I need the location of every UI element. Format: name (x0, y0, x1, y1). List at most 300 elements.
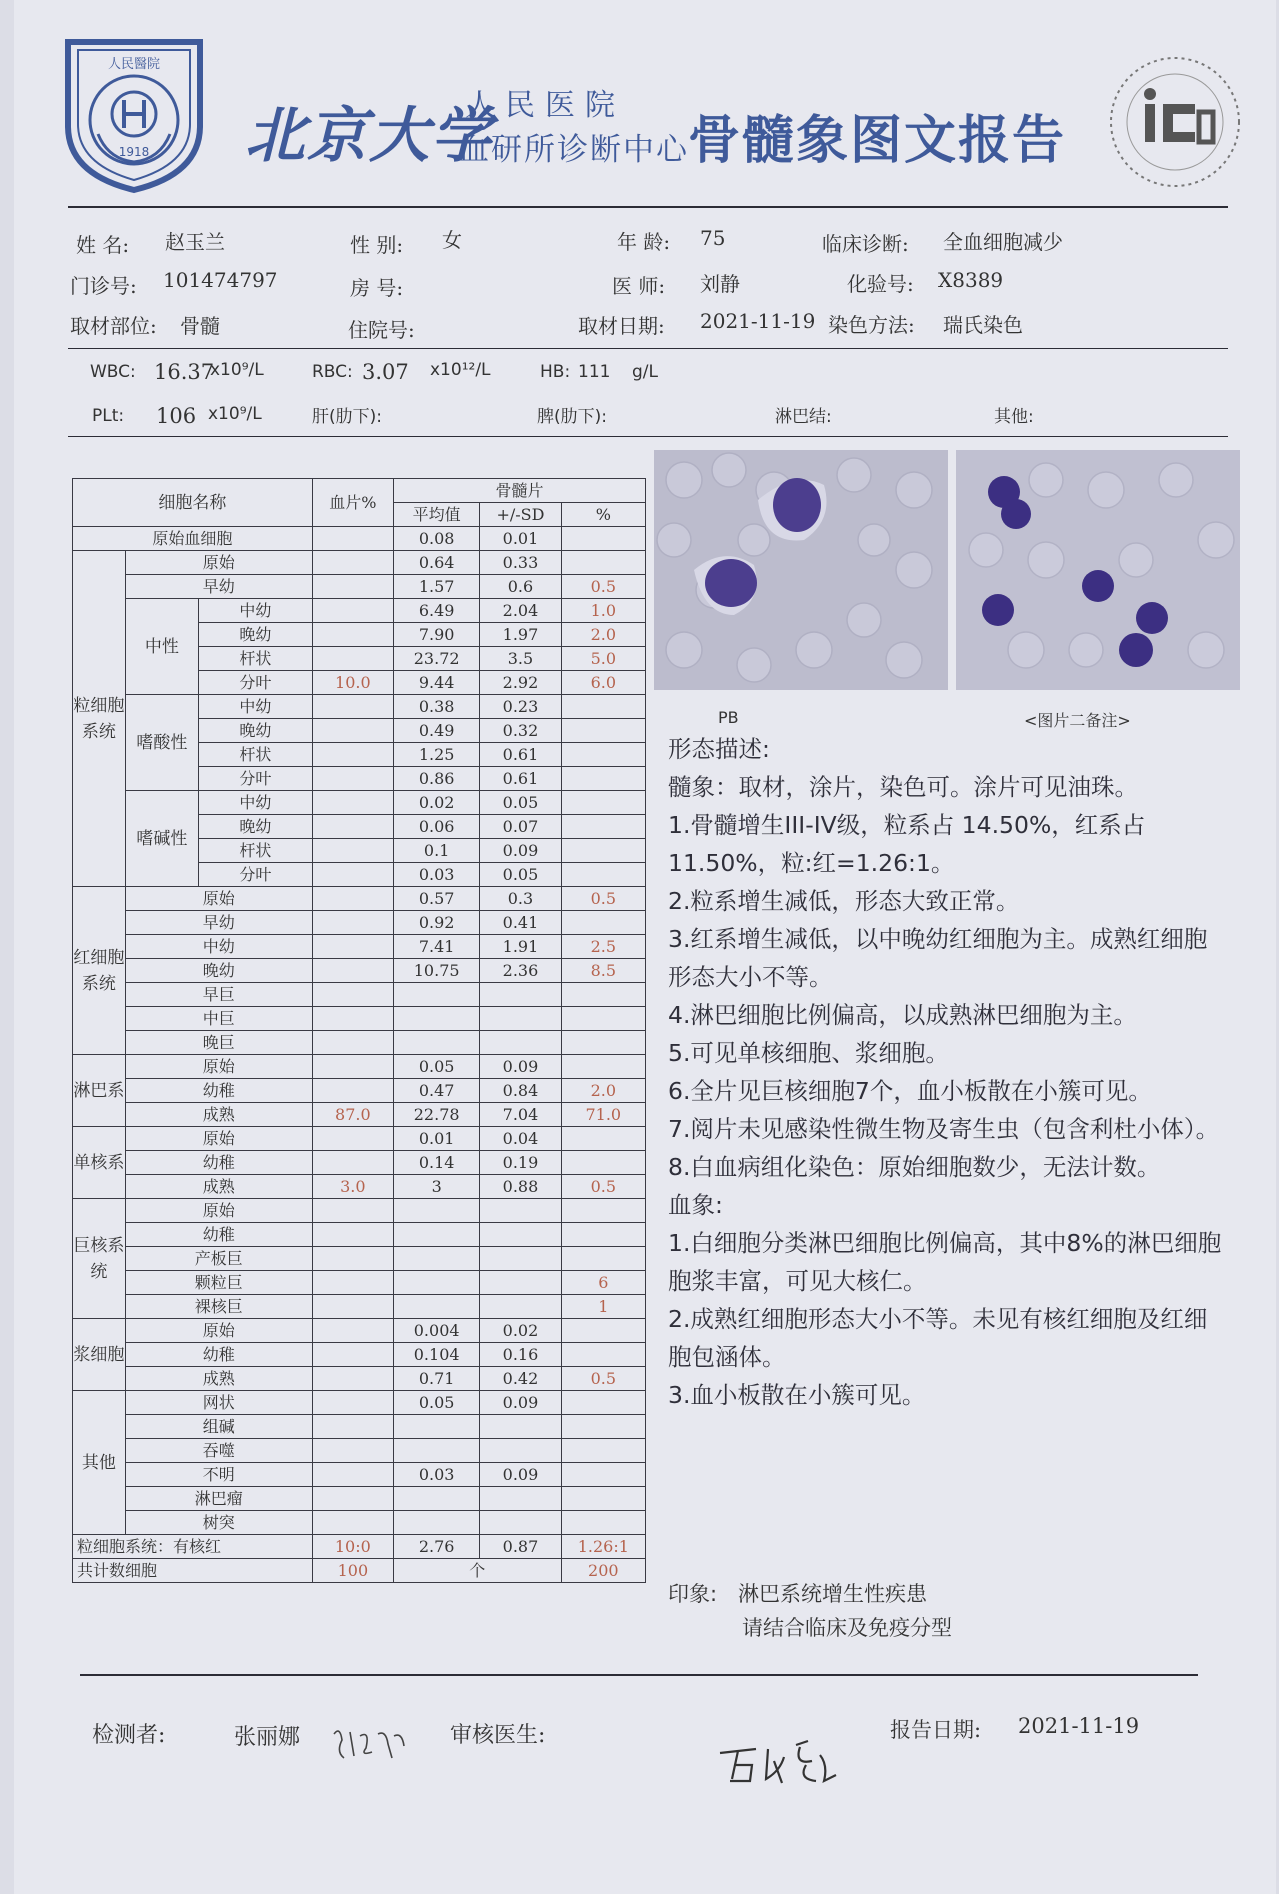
patient-sex: 女 (442, 228, 462, 252)
table-row (73, 1223, 646, 1247)
marrow-percent (561, 983, 645, 1007)
sd-value: 0.09 (480, 1463, 561, 1487)
mean-value: 0.01 (393, 1127, 479, 1151)
table-row (73, 1007, 646, 1031)
impression-text: 淋巴系统增生性疾患 (738, 1582, 927, 1606)
marrow-percent: 2.0 (561, 623, 645, 647)
sd-value (480, 1487, 561, 1511)
mean-value (393, 1415, 479, 1439)
mean-value: 0.71 (393, 1367, 479, 1391)
marrow-percent (561, 1031, 645, 1055)
table-row (73, 935, 646, 959)
cell-name: 中幼 (198, 695, 312, 719)
table-row (73, 791, 646, 815)
mean-value (393, 1247, 479, 1271)
sample-site: 骨髓 (180, 314, 220, 338)
diagnosis-label: 临床诊断: (822, 232, 909, 256)
table-row (73, 551, 646, 575)
mean-value: 0.64 (393, 551, 479, 575)
cell-name: 幼稚 (125, 1079, 312, 1103)
sd-value (480, 1415, 561, 1439)
table-row (73, 1487, 646, 1511)
marrow-line-6: 6.全片见巨核细胞7个，血小板散在小簇可见。 (668, 1077, 1152, 1105)
pb-percent (312, 743, 393, 767)
sd-value: 0.05 (480, 791, 561, 815)
wbc-value: 16.37 (154, 360, 215, 384)
header-pct: % (561, 503, 645, 527)
header-mean: 平均值 (393, 503, 479, 527)
report-date-label: 报告日期: (890, 1718, 982, 1742)
mean-value: 22.78 (393, 1103, 479, 1127)
cell-name: 分叶 (198, 767, 312, 791)
cell-name: 晚幼 (198, 623, 312, 647)
other-label: 其他: (994, 407, 1034, 427)
marrow-percent (561, 1007, 645, 1031)
sd-value: 2.36 (480, 959, 561, 983)
plt-value: 106 (156, 404, 197, 428)
pb-percent (312, 1415, 393, 1439)
pb-percent (312, 1343, 393, 1367)
cell-name: 幼稚 (125, 1223, 312, 1247)
cell-name: 裸核巨 (125, 1295, 312, 1319)
table-row (73, 695, 646, 719)
table-row (73, 1103, 646, 1127)
reviewer-signature (716, 1735, 846, 1795)
marrow-percent (561, 1439, 645, 1463)
table-row (73, 599, 646, 623)
pb-percent (312, 599, 393, 623)
sd-value: 0.61 (480, 743, 561, 767)
lab-number: X8389 (938, 268, 1004, 292)
footer-divider (80, 1674, 1198, 1676)
marrow-percent (561, 1319, 645, 1343)
mean-value: 0.08 (393, 527, 479, 551)
mean-value: 0.06 (393, 815, 479, 839)
marrow-percent (561, 695, 645, 719)
plt-label: PLt: (92, 406, 125, 426)
group-mono: 单核系 (73, 1127, 126, 1199)
mean-value: 0.03 (393, 863, 479, 887)
marrow-line-8: 8.白血病组化染色：原始细胞数少，无法计数。 (668, 1153, 1161, 1181)
marrow-percent (561, 839, 645, 863)
sd-value (480, 1439, 561, 1463)
cell-name: 淋巴瘤 (125, 1487, 312, 1511)
tester-signature (330, 1722, 410, 1768)
mean-value (393, 1295, 479, 1319)
blood-line-2: 3.血小板散在小簇可见。 (668, 1381, 926, 1409)
sd-value: 0.09 (480, 1391, 561, 1415)
pb-percent (312, 719, 393, 743)
mean-value: 7.41 (393, 935, 479, 959)
pb-percent (312, 1247, 393, 1271)
liver-label: 肝(肋下): (312, 407, 382, 427)
mean-value (393, 1199, 479, 1223)
report-date: 2021-11-19 (1018, 1714, 1140, 1738)
rbc-label: RBC: (312, 362, 353, 382)
cell-name: 晚幼 (198, 719, 312, 743)
pb-percent (312, 1199, 393, 1223)
marrow-percent: 1 (561, 1295, 645, 1319)
cell-name: 吞噬 (125, 1439, 312, 1463)
mean-value: 0.03 (393, 1463, 479, 1487)
table-row (73, 1463, 646, 1487)
table-row (73, 1511, 646, 1535)
marrow-percent (561, 1151, 645, 1175)
marrow-percent (561, 527, 645, 551)
marrow-percent (561, 1415, 645, 1439)
mean-value: 0.38 (393, 695, 479, 719)
sd-value: 3.5 (480, 647, 561, 671)
bm-image-caption: <图片二备注> (1024, 711, 1131, 730)
table-row (73, 1271, 646, 1295)
cell-name: 颗粒巨 (125, 1271, 312, 1295)
sd-value: 1.91 (480, 935, 561, 959)
mean-value: 0.05 (393, 1055, 479, 1079)
tester-label: 检测者: (92, 1723, 166, 1748)
table-row (73, 1175, 646, 1199)
pb-percent (312, 527, 393, 551)
table-row (73, 479, 646, 503)
table-row (73, 1439, 646, 1463)
impression-note: 请结合临床及免疫分型 (742, 1616, 952, 1640)
pb-percent (312, 1055, 393, 1079)
ratio-label: 粒细胞系统：有核红 (73, 1535, 313, 1559)
pb-percent (312, 1439, 393, 1463)
pb-percent (312, 695, 393, 719)
table-row (73, 1151, 646, 1175)
sample-date-label: 取材日期: (578, 314, 665, 338)
cell-name: 树突 (125, 1511, 312, 1535)
cell-name: 中幼 (198, 791, 312, 815)
cell-name: 中巨 (125, 1007, 312, 1031)
site-label: 取材部位: (70, 314, 157, 338)
cell-name: 成熟 (125, 1103, 312, 1127)
cell-name: 成熟 (125, 1175, 312, 1199)
reviewer-label: 审核医生: (450, 1723, 546, 1748)
doctor-label: 医 师: (612, 274, 666, 298)
table-row (73, 1535, 646, 1559)
marrow-percent (561, 1463, 645, 1487)
sd-value (480, 1247, 561, 1271)
marrow-percent: 2.5 (561, 935, 645, 959)
mean-value: 0.05 (393, 1391, 479, 1415)
mean-value: 1.57 (393, 575, 479, 599)
sd-value (480, 1223, 561, 1247)
pb-percent (312, 1295, 393, 1319)
group-plasma: 浆细胞 (73, 1319, 126, 1391)
cell-name: 杆状 (198, 743, 312, 767)
cell-name: 中幼 (125, 935, 312, 959)
cell-name: 幼稚 (125, 1343, 312, 1367)
marrow-line-5: 5.可见单核细胞、浆细胞。 (668, 1039, 949, 1067)
sd-value: 7.04 (480, 1103, 561, 1127)
table-row (73, 1367, 646, 1391)
table-row (73, 1031, 646, 1055)
stain-method: 瑞氏染色 (943, 313, 1023, 337)
pb-percent (312, 839, 393, 863)
pb-image-caption: PB (718, 708, 739, 727)
sd-value: 1.97 (480, 623, 561, 647)
marrow-percent: 6 (561, 1271, 645, 1295)
lymph-node-label: 淋巴结: (775, 407, 832, 427)
mean-value: 0.1 (393, 839, 479, 863)
pb-percent: 3.0 (312, 1175, 393, 1199)
patient-age: 75 (700, 226, 726, 250)
wbc-unit: x10⁹/L (210, 360, 264, 380)
pb-percent (312, 983, 393, 1007)
marrow-line-3: 3.红系增生减低，以中晚幼红细胞为主。成熟红细胞形态大小不等。 (668, 925, 1208, 991)
table-row (73, 1559, 646, 1583)
mean-value: 9.44 (393, 671, 479, 695)
sd-value (480, 1511, 561, 1535)
sd-value (480, 1031, 561, 1055)
spleen-label: 脾(肋下): (537, 407, 607, 427)
pb-percent: 10:0 (312, 1535, 393, 1559)
pb-percent (312, 767, 393, 791)
table-row (73, 983, 646, 1007)
pb-percent (312, 935, 393, 959)
marrow-percent (561, 911, 645, 935)
header-cell-name: 细胞名称 (73, 479, 313, 527)
header-divider (68, 206, 1228, 208)
sd-value: 0.42 (480, 1367, 561, 1391)
header-pb: 血片% (312, 479, 393, 527)
pb-percent (312, 551, 393, 575)
group-granulocyte: 粒细胞系统 (73, 551, 126, 887)
age-label: 年 龄: (617, 230, 671, 254)
marrow-line-2: 2.粒系增生减低，形态大致正常。 (668, 887, 1020, 915)
table-row (73, 575, 646, 599)
marrow-percent: 8.5 (561, 959, 645, 983)
cell-name: 幼稚 (125, 1151, 312, 1175)
room-label: 房 号: (350, 276, 404, 300)
pb-percent (312, 1007, 393, 1031)
table-row (73, 1247, 646, 1271)
mean-value (393, 1487, 479, 1511)
cell-name: 杆状 (198, 839, 312, 863)
mean-value: 0.47 (393, 1079, 479, 1103)
sd-value: 0.09 (480, 1055, 561, 1079)
mean-value (393, 1223, 479, 1247)
pb-smear-image (654, 450, 948, 690)
table-row (73, 1127, 646, 1151)
mean-value: 7.90 (393, 623, 479, 647)
sd-value: 0.19 (480, 1151, 561, 1175)
cell-name: 原始血细胞 (73, 527, 313, 551)
marrow-percent: 5.0 (561, 647, 645, 671)
cell-name: 晚巨 (125, 1031, 312, 1055)
marrow-percent (561, 1391, 645, 1415)
blood-line-1: 2.成熟红细胞形态大小不等。未见有核红细胞及红细胞包涵体。 (668, 1305, 1208, 1371)
plt-unit: x10⁹/L (208, 404, 262, 424)
table-row (73, 911, 646, 935)
doctor-name: 刘静 (700, 272, 740, 296)
marrow-percent: 1.0 (561, 599, 645, 623)
cell-name: 原始 (125, 887, 312, 911)
bm-smear-image (956, 450, 1240, 690)
marrow-percent (561, 1223, 645, 1247)
marrow-percent (561, 815, 645, 839)
group-ery: 红细胞系统 (73, 887, 126, 1055)
marrow-percent: 0.5 (561, 887, 645, 911)
mean-value (393, 983, 479, 1007)
pb-percent (312, 1031, 393, 1055)
patient-divider (68, 348, 1228, 349)
table-row (73, 1391, 646, 1415)
marrow-percent (561, 719, 645, 743)
svg-text:1918: 1918 (118, 145, 150, 159)
mean-value: 0.92 (393, 911, 479, 935)
marrow-line-0: 髓象：取材，涂片，染色可。涂片可见油珠。 (668, 773, 1138, 801)
sd-value: 2.92 (480, 671, 561, 695)
pb-percent (312, 1271, 393, 1295)
marrow-percent: 2.0 (561, 1079, 645, 1103)
total-label: 共计数细胞 (73, 1559, 313, 1583)
table-row (73, 1319, 646, 1343)
marrow-percent (561, 1127, 645, 1151)
table-row (73, 1079, 646, 1103)
pb-percent (312, 1463, 393, 1487)
rbc-value: 3.07 (362, 360, 409, 384)
sd-value (480, 1271, 561, 1295)
sd-value: 0.32 (480, 719, 561, 743)
mean-value: 0.02 (393, 791, 479, 815)
pb-percent: 87.0 (312, 1103, 393, 1127)
cell-name: 不明 (125, 1463, 312, 1487)
mean-value: 0.004 (393, 1319, 479, 1343)
table-row (73, 527, 646, 551)
group-mega: 巨核系统 (73, 1199, 126, 1319)
pb-percent: 10.0 (312, 671, 393, 695)
name-label: 姓 名: (76, 233, 130, 257)
group-lym: 淋巴系 (73, 1055, 126, 1127)
blood-line-0: 1.白细胞分类淋巴细胞比例偏高，其中8%的淋巴细胞胞浆丰富，可见大核仁。 (668, 1229, 1222, 1295)
table-row (73, 959, 646, 983)
mean-value (393, 1007, 479, 1031)
sd-value (480, 1007, 561, 1031)
marrow-percent (561, 1511, 645, 1535)
sd-value: 0.16 (480, 1343, 561, 1367)
rbc-unit: x10¹²/L (430, 360, 491, 380)
marrow-percent: 0.5 (561, 1367, 645, 1391)
pb-percent (312, 647, 393, 671)
table-row (73, 1055, 646, 1079)
marrow-line-1: 1.骨髓增生III-IV级，粒系占 14.50%，红系占11.50%，粒:红=1.26:1。 (668, 811, 1146, 877)
group-baso: 嗜碱性 (125, 791, 198, 887)
marrow-percent: 6.0 (561, 671, 645, 695)
sd-value: 0.41 (480, 911, 561, 935)
cell-name: 早幼 (125, 911, 312, 935)
cell-name: 原始 (125, 1055, 312, 1079)
mean-value: 6.49 (393, 599, 479, 623)
blood-picture-title: 血象: (668, 1191, 723, 1219)
cell-name: 晚幼 (125, 959, 312, 983)
sd-value (480, 1199, 561, 1223)
mean-value: 0.14 (393, 1151, 479, 1175)
outpatient-number: 101474797 (163, 268, 278, 292)
mean-value (393, 1511, 479, 1535)
marrow-percent (561, 767, 645, 791)
cell-name: 分叶 (198, 671, 312, 695)
pb-percent (312, 1511, 393, 1535)
marrow-percent (561, 551, 645, 575)
mean-value: 2.76 (393, 1535, 479, 1559)
patient-name: 赵玉兰 (165, 230, 225, 254)
morphology-description (668, 730, 1228, 1414)
sd-value: 2.04 (480, 599, 561, 623)
sd-value: 0.09 (480, 839, 561, 863)
sd-value: 0.04 (480, 1127, 561, 1151)
hb-unit: g/L (632, 362, 658, 382)
mean-value (393, 1439, 479, 1463)
marrow-line-7: 7.阅片未见感染性微生物及寄生虫（包含利杜小体）。 (668, 1115, 1220, 1143)
pb-percent (312, 1367, 393, 1391)
pb-percent (312, 1127, 393, 1151)
marrow-percent: 1.26:1 (561, 1535, 645, 1559)
sd-value: 0.88 (480, 1175, 561, 1199)
marrow-percent (561, 863, 645, 887)
cell-name: 分叶 (198, 863, 312, 887)
hospital-seal-logo (58, 34, 210, 194)
cell-name: 成熟 (125, 1367, 312, 1391)
pb-percent (312, 1391, 393, 1415)
pb-percent (312, 575, 393, 599)
morphology-title: 形态描述: (668, 735, 770, 763)
header-sd: +/-SD (480, 503, 561, 527)
total-pb: 100 (312, 1559, 393, 1583)
university-name: 北京大学 (245, 101, 493, 171)
pb-percent (312, 791, 393, 815)
pb-percent (312, 959, 393, 983)
blood-divider (68, 436, 1228, 437)
sample-date: 2021-11-19 (700, 309, 816, 333)
sd-value: 0.61 (480, 767, 561, 791)
sd-value: 0.23 (480, 695, 561, 719)
pb-percent (312, 815, 393, 839)
pb-percent (312, 1487, 393, 1511)
table-row (73, 1343, 646, 1367)
cell-name: 原始 (125, 1319, 312, 1343)
marrow-percent (561, 791, 645, 815)
marrow-percent (561, 743, 645, 767)
hb-label: HB: (540, 362, 571, 382)
lab-number-label: 化验号: (847, 272, 914, 296)
cell-count-table (72, 478, 646, 1583)
mean-value: 10.75 (393, 959, 479, 983)
cell-name: 原始 (125, 1199, 312, 1223)
marrow-percent: 71.0 (561, 1103, 645, 1127)
pb-percent (312, 1151, 393, 1175)
pb-percent (312, 623, 393, 647)
wbc-label: WBC: (90, 362, 136, 382)
cell-name: 杆状 (198, 647, 312, 671)
tester-name: 张丽娜 (234, 1725, 301, 1750)
cell-name: 中幼 (198, 599, 312, 623)
cell-name: 组碱 (125, 1415, 312, 1439)
sex-label: 性 别: (350, 233, 404, 257)
marrow-percent: 0.5 (561, 1175, 645, 1199)
cell-name: 晚幼 (198, 815, 312, 839)
hb-value: 111 (578, 362, 611, 382)
mean-value (393, 1031, 479, 1055)
mean-value (393, 1271, 479, 1295)
cell-name: 网状 (125, 1391, 312, 1415)
cell-name: 原始 (125, 1127, 312, 1151)
marrow-percent (561, 1343, 645, 1367)
sd-value: 0.05 (480, 863, 561, 887)
stain-label: 染色方法: (828, 313, 915, 337)
inpatient-label: 住院号: (348, 318, 415, 342)
